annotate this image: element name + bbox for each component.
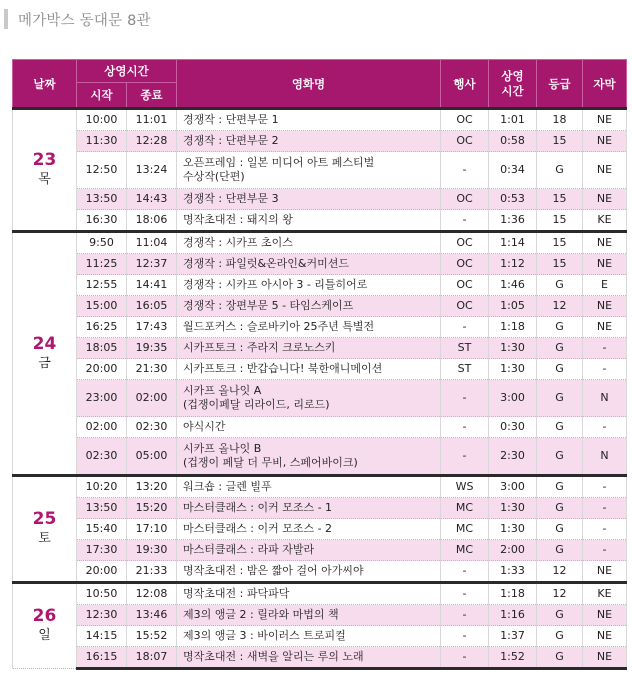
subtitle-cell: KE: [583, 210, 627, 232]
runtime-cell: 1:30: [489, 498, 537, 519]
event-cell: -: [441, 626, 489, 647]
start-time-cell: 13:50: [77, 189, 127, 210]
end-time-cell: 21:30: [127, 359, 177, 380]
runtime-cell: 1:30: [489, 359, 537, 380]
start-time-cell: 02:00: [77, 417, 127, 438]
end-time-cell: 15:52: [127, 626, 177, 647]
start-time-cell: 10:00: [77, 109, 127, 131]
date-weekday: 토: [38, 531, 51, 546]
rating-cell: 18: [537, 109, 583, 131]
date-cell: [13, 583, 77, 669]
page-header: [4, 8, 151, 30]
schedule-row: [13, 131, 627, 152]
rating-cell: G: [537, 498, 583, 519]
end-time-cell: 05:00: [127, 438, 177, 476]
subtitle-cell: N: [583, 380, 627, 417]
rating-cell: G: [537, 540, 583, 561]
event-cell: -: [441, 210, 489, 232]
runtime-cell: 2:00: [489, 540, 537, 561]
rating-cell: G: [537, 275, 583, 296]
header-subtitle: 자막: [583, 60, 627, 109]
film-title-cell: 명작초대전 : 돼지의 왕: [177, 210, 441, 232]
film-title-cell: 야식시간: [177, 417, 441, 438]
schedule-row: [13, 647, 627, 669]
end-time-cell: 14:41: [127, 275, 177, 296]
start-time-cell: 16:30: [77, 210, 127, 232]
subtitle-cell: NE: [583, 296, 627, 317]
schedule-row: [13, 380, 627, 417]
subtitle-cell: -: [583, 338, 627, 359]
schedule-row: [13, 109, 627, 131]
runtime-cell: 1:30: [489, 519, 537, 540]
start-time-cell: 14:15: [77, 626, 127, 647]
subtitle-cell: NE: [583, 647, 627, 669]
end-time-cell: 19:30: [127, 540, 177, 561]
subtitle-cell: -: [583, 540, 627, 561]
subtitle-cell: NE: [583, 189, 627, 210]
runtime-cell: 1:16: [489, 605, 537, 626]
schedule-row: [13, 152, 627, 189]
subtitle-cell: NE: [583, 254, 627, 275]
rating-cell: G: [537, 317, 583, 338]
end-time-cell: 12:37: [127, 254, 177, 275]
schedule-row: [13, 317, 627, 338]
event-cell: -: [441, 583, 489, 605]
schedule-row: [13, 498, 627, 519]
film-title-cell: 마스터클래스 : 이커 모조스 - 2: [177, 519, 441, 540]
end-time-cell: 18:06: [127, 210, 177, 232]
runtime-cell: 1:18: [489, 583, 537, 605]
event-cell: -: [441, 647, 489, 669]
rating-cell: 12: [537, 583, 583, 605]
event-cell: OC: [441, 296, 489, 317]
start-time-cell: 16:15: [77, 647, 127, 669]
runtime-cell: 1:52: [489, 647, 537, 669]
start-time-cell: 17:30: [77, 540, 127, 561]
subtitle-cell: NE: [583, 131, 627, 152]
date-weekday: 일: [38, 628, 51, 643]
start-time-cell: 02:30: [77, 438, 127, 476]
rating-cell: G: [537, 519, 583, 540]
end-time-cell: 18:07: [127, 647, 177, 669]
event-cell: -: [441, 605, 489, 626]
subtitle-cell: NE: [583, 109, 627, 131]
schedule-row: [13, 359, 627, 380]
end-time-cell: 15:20: [127, 498, 177, 519]
schedule-row: [13, 254, 627, 275]
schedule-row: [13, 519, 627, 540]
subtitle-cell: NE: [583, 152, 627, 189]
start-time-cell: 15:40: [77, 519, 127, 540]
film-title-cell: 경쟁작 : 시카프 아시아 3 - 리틀히어로: [177, 275, 441, 296]
runtime-cell: 0:53: [489, 189, 537, 210]
subtitle-cell: -: [583, 519, 627, 540]
film-title-cell: 월드포커스 : 슬로바키아 25주년 특별전: [177, 317, 441, 338]
rating-cell: G: [537, 380, 583, 417]
date-number: 24: [32, 333, 57, 354]
end-time-cell: 14:43: [127, 189, 177, 210]
rating-cell: G: [537, 647, 583, 669]
subtitle-cell: NE: [583, 232, 627, 254]
event-cell: OC: [441, 232, 489, 254]
schedule-body: [13, 109, 627, 669]
header-end: 종료: [127, 83, 177, 109]
event-cell: OC: [441, 109, 489, 131]
rating-cell: G: [537, 626, 583, 647]
end-time-cell: 17:10: [127, 519, 177, 540]
runtime-cell: 1:36: [489, 210, 537, 232]
film-title-cell: 마스터클래스 : 라파 자발라: [177, 540, 441, 561]
event-cell: OC: [441, 275, 489, 296]
end-time-cell: 13:24: [127, 152, 177, 189]
event-cell: -: [441, 438, 489, 476]
subtitle-cell: -: [583, 498, 627, 519]
rating-cell: 12: [537, 296, 583, 317]
event-cell: MC: [441, 498, 489, 519]
end-time-cell: 13:46: [127, 605, 177, 626]
runtime-cell: 1:05: [489, 296, 537, 317]
header-film: 영화명: [177, 60, 441, 109]
subtitle-cell: NE: [583, 561, 627, 583]
subtitle-cell: E: [583, 275, 627, 296]
date-weekday: 금: [38, 355, 51, 371]
event-cell: ST: [441, 359, 489, 380]
end-time-cell: 13:20: [127, 476, 177, 498]
start-time-cell: 12:50: [77, 152, 127, 189]
schedule-row: [13, 275, 627, 296]
event-cell: ST: [441, 338, 489, 359]
event-cell: -: [441, 417, 489, 438]
film-title-cell: 경쟁작 : 단편부문 1: [177, 109, 441, 131]
subtitle-cell: -: [583, 417, 627, 438]
schedule-row: [13, 438, 627, 476]
header-showtime: 상영시간: [77, 60, 177, 83]
event-cell: -: [441, 380, 489, 417]
rating-cell: G: [537, 338, 583, 359]
end-time-cell: 02:00: [127, 380, 177, 417]
film-title-cell: 명작초대전 : 파닥파닥: [177, 583, 441, 605]
runtime-cell: 1:33: [489, 561, 537, 583]
schedule-row: [13, 417, 627, 438]
rating-cell: 15: [537, 131, 583, 152]
header-event: 행사: [441, 60, 489, 109]
runtime-cell: 1:14: [489, 232, 537, 254]
runtime-cell: 1:01: [489, 109, 537, 131]
film-title-cell: 시카프 올나잇 A (겁쟁이페달 리라이드, 리로드): [177, 380, 441, 417]
rating-cell: G: [537, 438, 583, 476]
header-date: 날짜: [13, 60, 77, 109]
film-title-cell: 시카프토크 : 주라지 크로노스키: [177, 338, 441, 359]
film-title-cell: 시카프토크 : 반갑습니다! 북한애니메이션: [177, 359, 441, 380]
event-cell: -: [441, 561, 489, 583]
subtitle-cell: N: [583, 438, 627, 476]
film-title-cell: 시카프 올나잇 B (겁쟁이 페달 더 무비, 스페어바이크): [177, 438, 441, 476]
subtitle-cell: -: [583, 476, 627, 498]
event-cell: MC: [441, 540, 489, 561]
start-time-cell: 11:25: [77, 254, 127, 275]
schedule-row: [13, 296, 627, 317]
date-weekday: 목: [38, 172, 51, 187]
subtitle-cell: NE: [583, 317, 627, 338]
schedule-row: [13, 189, 627, 210]
film-title-cell: 경쟁작 : 단편부문 3: [177, 189, 441, 210]
subtitle-cell: NE: [583, 626, 627, 647]
header-rating: 등급: [537, 60, 583, 109]
rating-cell: G: [537, 417, 583, 438]
date-cell: [13, 109, 77, 232]
end-time-cell: 17:43: [127, 317, 177, 338]
date-number: 26: [32, 606, 57, 626]
start-time-cell: 13:50: [77, 498, 127, 519]
schedule-row: [13, 626, 627, 647]
rating-cell: 15: [537, 232, 583, 254]
schedule-table: [12, 59, 627, 670]
start-time-cell: 12:30: [77, 605, 127, 626]
event-cell: WS: [441, 476, 489, 498]
date-cell: [13, 476, 77, 583]
start-time-cell: 10:50: [77, 583, 127, 605]
runtime-cell: 1:46: [489, 275, 537, 296]
start-time-cell: 20:00: [77, 359, 127, 380]
start-time-cell: 9:50: [77, 232, 127, 254]
end-time-cell: 21:33: [127, 561, 177, 583]
schedule-row: [13, 232, 627, 254]
runtime-cell: 0:34: [489, 152, 537, 189]
start-time-cell: 23:00: [77, 380, 127, 417]
subtitle-cell: -: [583, 359, 627, 380]
rating-cell: 12: [537, 561, 583, 583]
date-number: 25: [32, 509, 57, 529]
end-time-cell: 19:35: [127, 338, 177, 359]
rating-cell: G: [537, 605, 583, 626]
rating-cell: G: [537, 152, 583, 189]
rating-cell: G: [537, 359, 583, 380]
runtime-cell: 1:37: [489, 626, 537, 647]
film-title-cell: 경쟁작 : 장편부문 5 - 타임스케이프: [177, 296, 441, 317]
schedule-row: [13, 583, 627, 605]
rating-cell: 15: [537, 254, 583, 275]
header-runtime: 상영 시간: [489, 60, 537, 109]
film-title-cell: 제3의 앵글 2 : 릴라와 마법의 책: [177, 605, 441, 626]
date-cell: [13, 232, 77, 476]
schedule-row: [13, 338, 627, 359]
start-time-cell: 12:55: [77, 275, 127, 296]
end-time-cell: 11:04: [127, 232, 177, 254]
end-time-cell: 12:08: [127, 583, 177, 605]
schedule-row: [13, 210, 627, 232]
start-time-cell: 10:20: [77, 476, 127, 498]
start-time-cell: 15:00: [77, 296, 127, 317]
end-time-cell: 16:05: [127, 296, 177, 317]
event-cell: OC: [441, 254, 489, 275]
event-cell: OC: [441, 131, 489, 152]
schedule-row: [13, 561, 627, 583]
film-title-cell: 명작초대전 : 새벽을 알리는 루의 노래: [177, 647, 441, 669]
event-cell: -: [441, 317, 489, 338]
film-title-cell: 경쟁작 : 파일럿&온라인&커미션드: [177, 254, 441, 275]
runtime-cell: 0:58: [489, 131, 537, 152]
start-time-cell: 11:30: [77, 131, 127, 152]
rating-cell: 15: [537, 210, 583, 232]
runtime-cell: 1:30: [489, 338, 537, 359]
event-cell: MC: [441, 519, 489, 540]
end-time-cell: 12:28: [127, 131, 177, 152]
end-time-cell: 11:01: [127, 109, 177, 131]
date-number: 23: [32, 150, 57, 170]
event-cell: -: [441, 152, 489, 189]
film-title-cell: 제3의 앵글 3 : 바이러스 트로피컬: [177, 626, 441, 647]
title-accent-bar: [4, 9, 8, 29]
event-cell: OC: [441, 189, 489, 210]
runtime-cell: 3:00: [489, 380, 537, 417]
schedule-row: [13, 605, 627, 626]
rating-cell: 15: [537, 189, 583, 210]
subtitle-cell: NE: [583, 605, 627, 626]
subtitle-cell: KE: [583, 583, 627, 605]
schedule-row: [13, 540, 627, 561]
end-time-cell: 02:30: [127, 417, 177, 438]
runtime-cell: 1:12: [489, 254, 537, 275]
start-time-cell: 16:25: [77, 317, 127, 338]
film-title-cell: 마스터클래스 : 이커 모조스 - 1: [177, 498, 441, 519]
rating-cell: G: [537, 476, 583, 498]
film-title-cell: 워크숍 : 글렌 빌푸: [177, 476, 441, 498]
runtime-cell: 0:30: [489, 417, 537, 438]
runtime-cell: 3:00: [489, 476, 537, 498]
runtime-cell: 1:18: [489, 317, 537, 338]
film-title-cell: 경쟁작 : 시카프 초이스: [177, 232, 441, 254]
schedule-row: [13, 476, 627, 498]
film-title-cell: 오픈프레임 : 일본 미디어 아트 페스티벌 수상작(단편): [177, 152, 441, 189]
start-time-cell: 18:05: [77, 338, 127, 359]
film-title-cell: 명작초대전 : 밤은 짧아 걸어 아가씨야: [177, 561, 441, 583]
header-start: 시작: [77, 83, 127, 109]
page-title: 메가박스 동대문 8관: [18, 12, 151, 29]
start-time-cell: 20:00: [77, 561, 127, 583]
runtime-cell: 2:30: [489, 438, 537, 476]
film-title-cell: 경쟁작 : 단편부문 2: [177, 131, 441, 152]
